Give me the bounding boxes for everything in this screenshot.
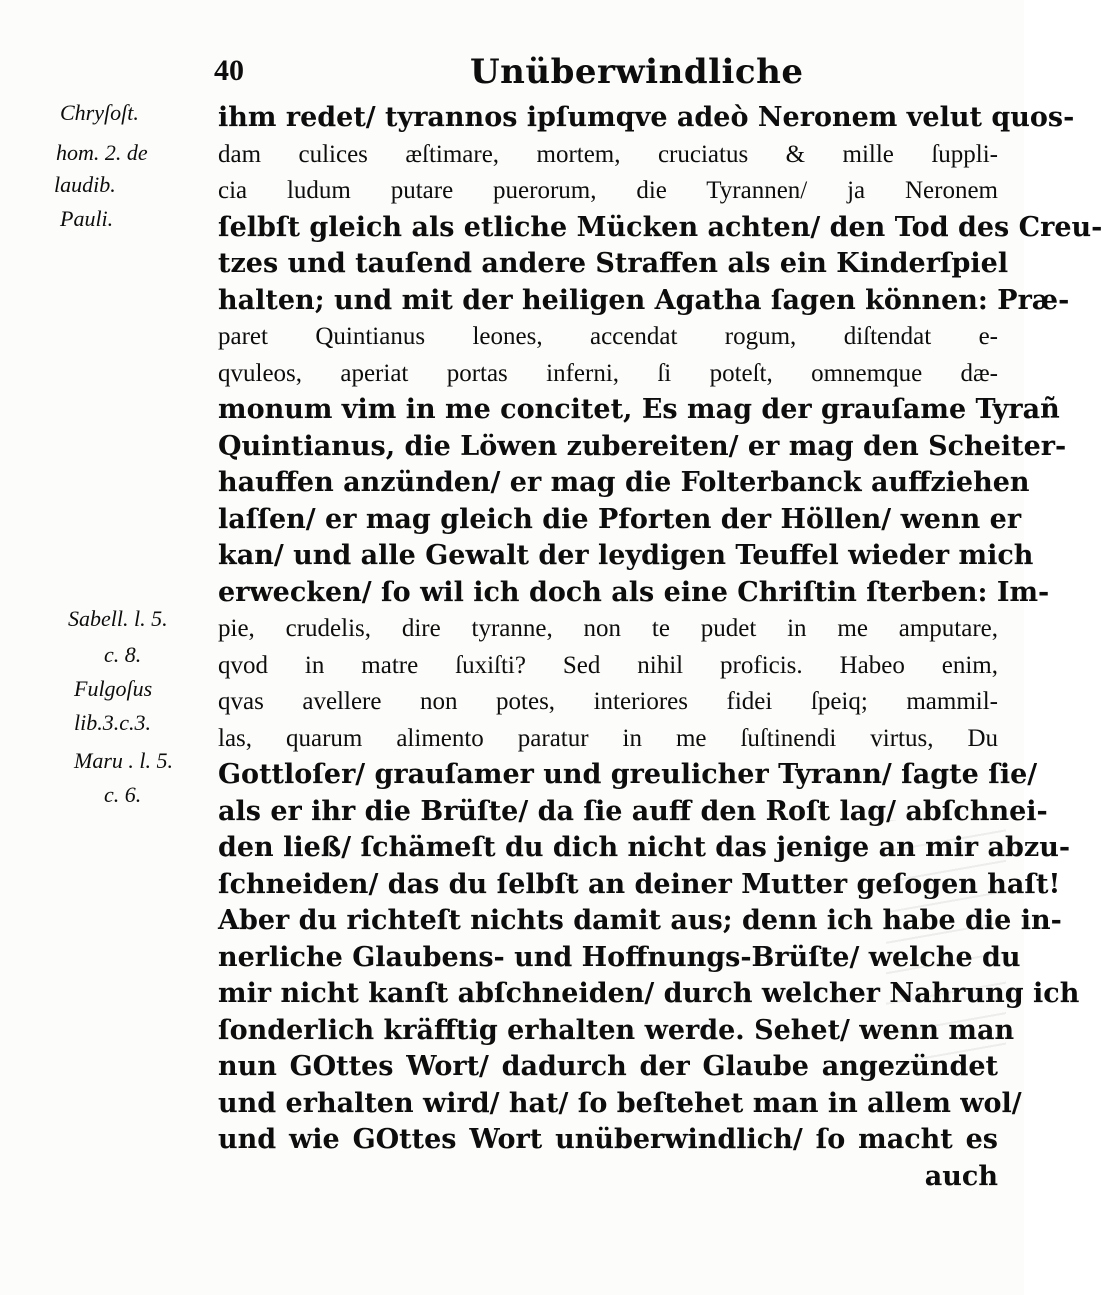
text-line: kan/ und alle Gewalt der leydigen Teuffel wieder mich <box>218 540 1034 571</box>
text-line: Aber du richteſt nichts damit aus; denn ich habe die in- <box>218 905 1062 936</box>
text-line: mir nicht kanſt abſchneiden/ durch welcher Nahrung ich <box>218 978 1080 1009</box>
margin-note: c. 8. <box>104 642 142 667</box>
text-line: ſonderlich kräfftig erhalten werde. Sehet/ wenn man <box>218 1014 1015 1046</box>
margin-note: Chryſoſt. <box>60 100 139 125</box>
text-line: ſchneiden/ das du ſelbſt an deiner Mutter geſogen haſt! <box>218 868 1061 900</box>
text-line: nerliche Glaubens- und Hoffnungs-Brüſte/ welche du <box>218 941 1021 973</box>
text-line: und wie GOttes Wort unüberwindlich/ ſo macht es <box>218 1124 998 1155</box>
text-line: qvas avellere non potes, interiores fidei ſpeiq; mammil- <box>218 688 998 715</box>
margin-note: laudib. <box>54 172 116 197</box>
margin-note: hom. 2. de <box>56 140 148 165</box>
text-line: halten; und mit der heiligen Agatha ſagen können: Præ- <box>218 284 1070 316</box>
text-line: hauffen anzünden/ er mag die Folterbanck auffziehen <box>218 467 1030 498</box>
show-through-texture <box>886 820 1006 1060</box>
page-number: 40 <box>214 54 244 87</box>
margin-note: Fulgoſus <box>74 676 153 701</box>
running-title: Unüberwindliche <box>470 52 804 92</box>
text-line: tzes und tauſend andere Straffen als ein Kinderſpiel <box>218 248 1009 279</box>
text-line: monum vim in me concitet, Es mag der grauſame Tyrañ <box>218 394 1060 425</box>
margin-note: Pauli. <box>60 206 114 231</box>
text-line: erwecken/ ſo wil ich doch als eine Chriſtin ſterben: Im- <box>218 576 1050 608</box>
text-line: pie, crudelis, dire tyranne, non te pudet in me amputare, <box>218 615 998 642</box>
text-line: dam culices æſtimare, mortem, cruciatus & mille ſuppli- <box>218 140 998 168</box>
catchword: auch <box>924 1160 998 1192</box>
text-line: nun GOttes Wort/ dadurch der Glaube angezündet <box>218 1051 998 1082</box>
margin-note: c. 6. <box>104 782 142 807</box>
text-line: qvod in matre ſuxiſti? Sed nihil proficis. Habeo enim, <box>218 651 998 679</box>
margin-note: Maru . l. 5. <box>74 748 173 773</box>
text-line: als er ihr die Brüſte/ da ſie auff den Roſt lag/ abſchnei- <box>218 795 1048 827</box>
margin-note: Sabell. l. 5. <box>68 606 168 631</box>
text-line: Quintianus, die Löwen zubereiten/ er mag den Scheiter- <box>218 430 1067 462</box>
text-line: und erhalten wird/ hat/ ſo beſtehet man in allem wol/ <box>218 1087 1022 1119</box>
text-line: ihm redet/ tyrannos ipſumqve adeò Neronem velut quos- <box>218 102 1075 133</box>
margin-note: lib.3.c.3. <box>74 710 151 735</box>
text-line: las, quarum alimento paratur in me ſuſtinendi virtus, Du <box>218 724 998 752</box>
text-line: ſelbſt gleich als etliche Mücken achten/ den Tod des Creu- <box>218 211 1102 243</box>
text-line: Gottloſer/ grauſamer und greulicher Tyrann/ ſagte ſie/ <box>218 759 1038 790</box>
text-line: laſſen/ er mag gleich die Pforten der Höllen/ wenn er <box>218 503 1022 535</box>
text-line: den ließ/ ſchämeſt du dich nicht das jenige an mir abzu- <box>218 832 1071 863</box>
margin-notes <box>54 0 214 1295</box>
text-line: paret Quintianus leones, accendat rogum, diſtendat e- <box>218 323 998 350</box>
text-line: qvuleos, aperiat portas inferni, ſi poteſt, omnemque dæ- <box>218 359 998 387</box>
main-text-block <box>218 100 1102 1195</box>
text-line: cia ludum putare puerorum, die Tyrannen/ ja Neronem <box>218 177 998 204</box>
